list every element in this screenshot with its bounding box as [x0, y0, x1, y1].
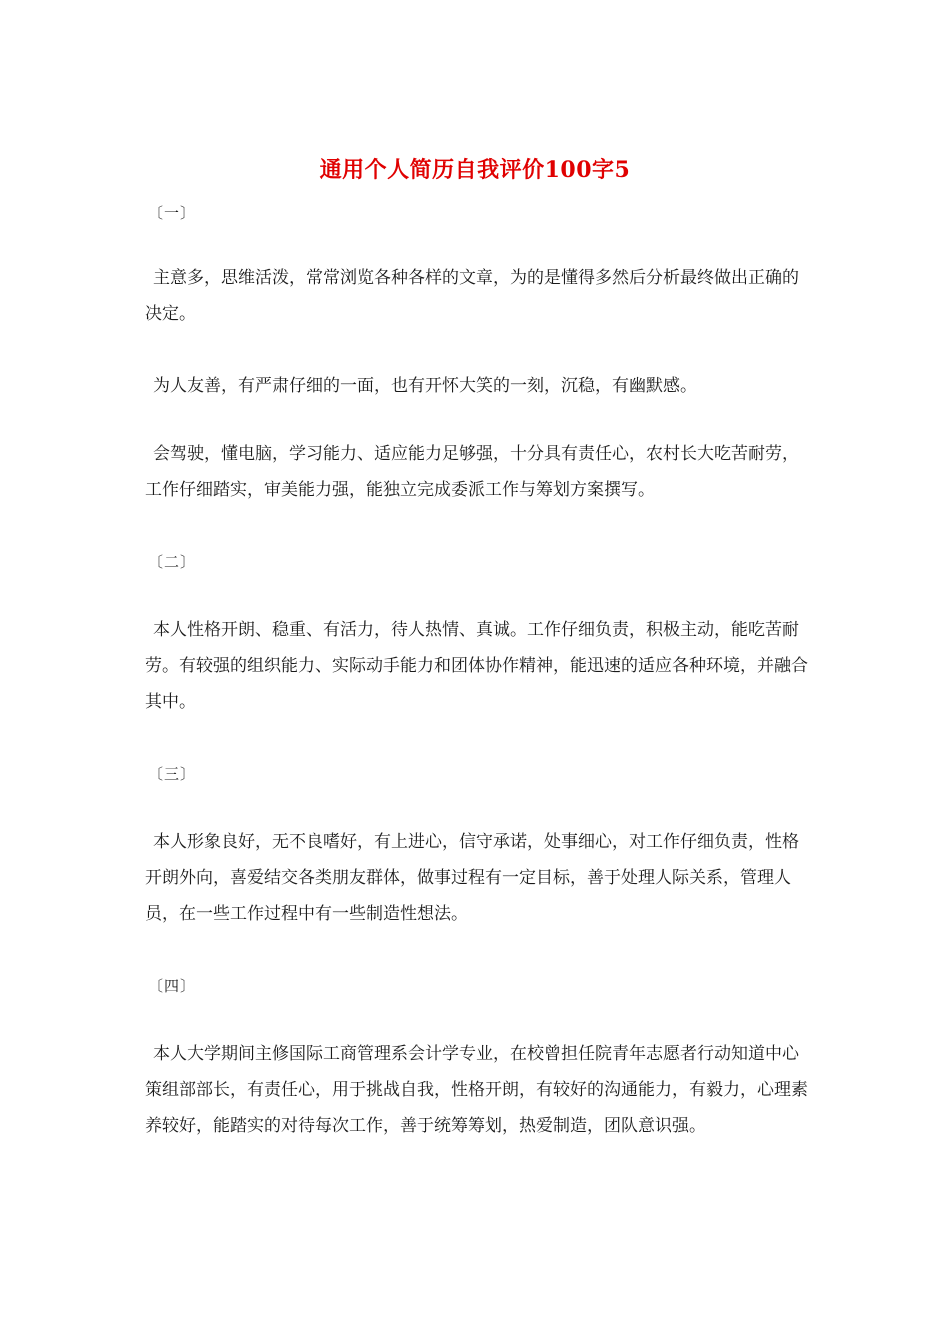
paragraph-1-3: 会驾驶，懂电脑，学习能力、适应能力足够强，十分具有责任心，农村长大吃苦耐劳，工作仔细踏实，审美能力强，能独立完成委派工作与筹划方案撰写。 — [145, 444, 799, 500]
paragraph-1-2: 为人友善，有严肃仔细的一面，也有开怀大笑的一刻，沉稳，有幽默感。 — [153, 376, 697, 396]
paragraph-1-1: 主意多，思维活泼，常常浏览各种各样的文章，为的是懂得多然后分析最终做出正确的决定。 — [145, 268, 799, 324]
section-marker-4: 〔四〕 — [148, 977, 197, 995]
document-title: 通用个人简历自我评价100字5 — [319, 157, 631, 183]
section-marker-1: 〔一〕 — [148, 204, 197, 222]
section-marker-3: 〔三〕 — [148, 765, 197, 783]
paragraph-2-1: 本人性格开朗、稳重、有活力，待人热情、真诚。工作仔细负责，积极主动，能吃苦耐劳。有较强的组织能力、实际动手能力和团体协作精神，能迅速的适应各种环境，并融合其中。 — [145, 620, 808, 712]
paragraph-4-1: 本人大学期间主修国际工商管理系会计学专业，在校曾担任院青年志愿者行动知道中心策组部部长，有责任心，用于挑战自我，性格开朗，有较好的沟通能力，有毅力，心理素养较好，能踏实的对待每次工作，善于统筹筹划，热爱制造，团队意识强。 — [145, 1044, 808, 1136]
section-marker-2: 〔二〕 — [148, 553, 197, 571]
paragraph-3-1: 本人形象良好，无不良嗜好，有上进心，信守承诺，处事细心，对工作仔细负责，性格开朗外向，喜爱结交各类朋友群体，做事过程有一定目标，善于处理人际关系，管理人员，在一些工作过程中有一些制造性想法。 — [145, 832, 799, 924]
